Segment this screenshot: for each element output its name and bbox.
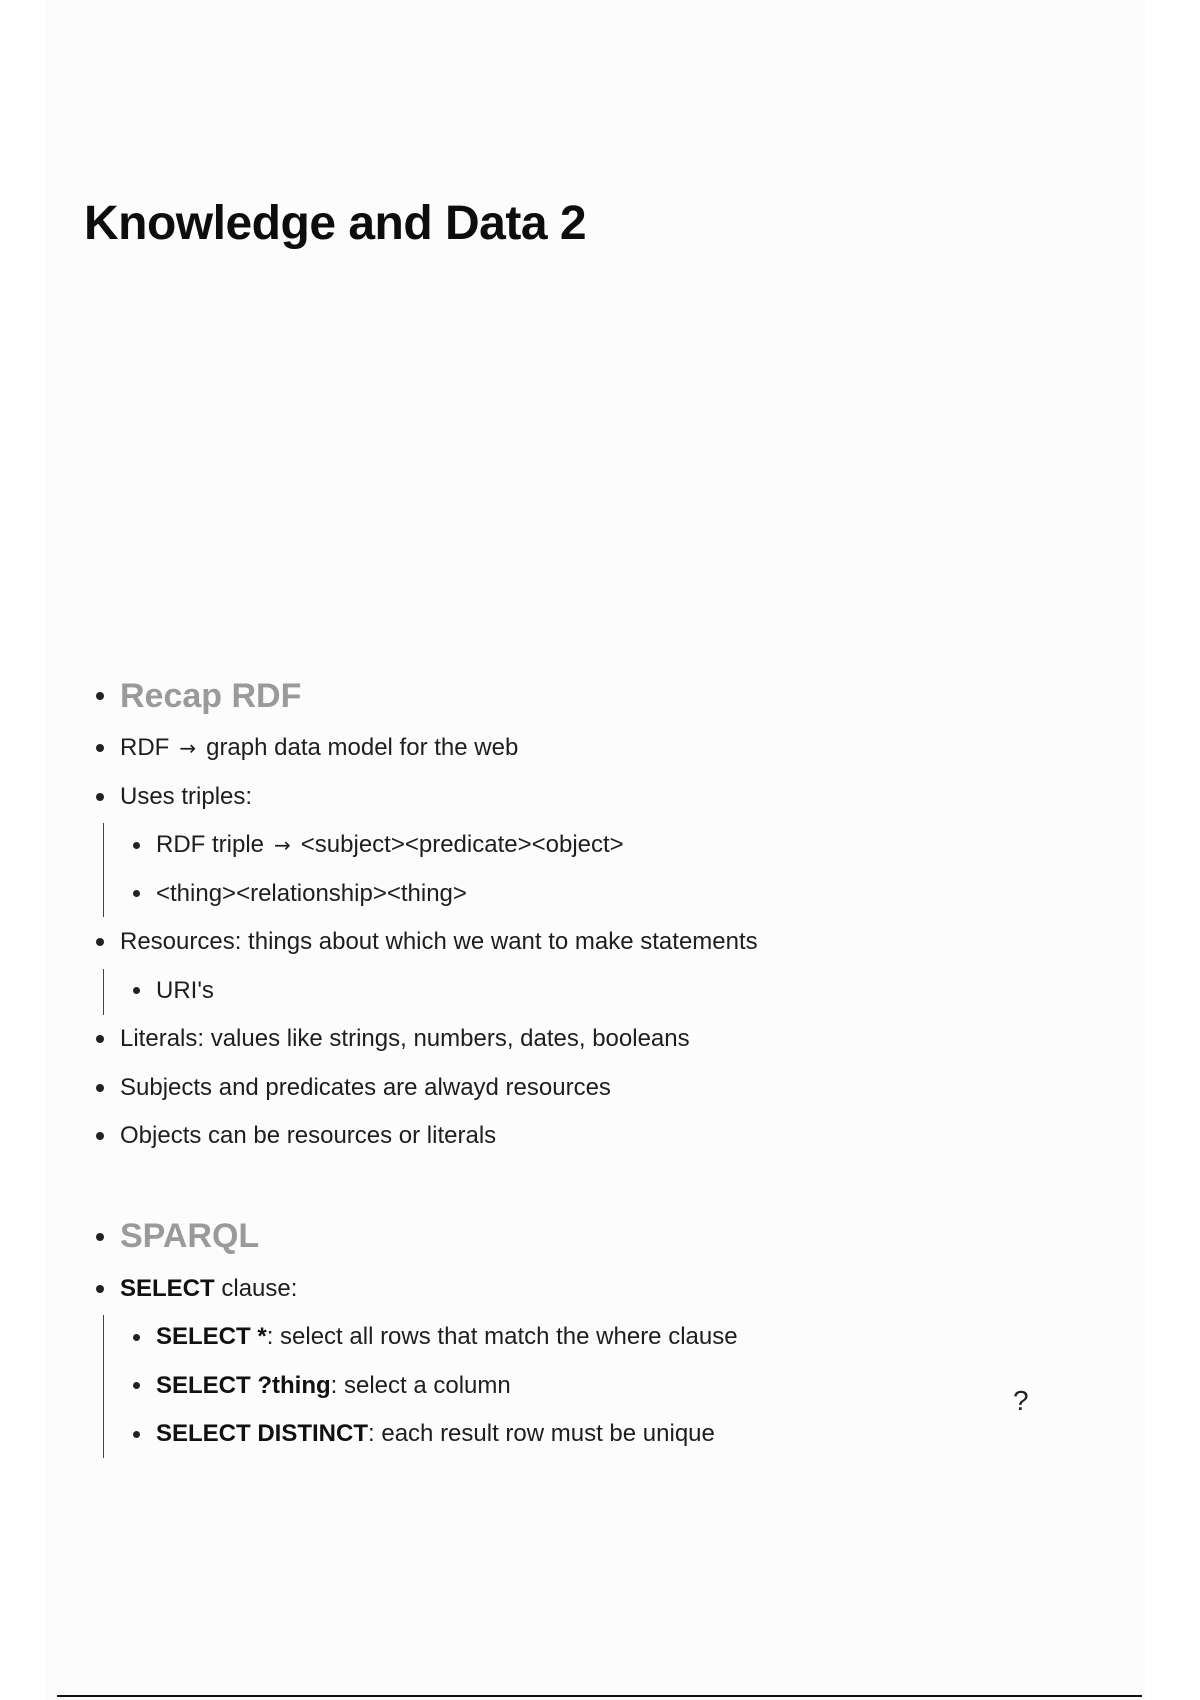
- notes-content: [96, 668, 996, 1459]
- nested-list-resources: [96, 967, 996, 1016]
- bullet-icon: [96, 744, 104, 752]
- bullet-icon: [96, 938, 104, 946]
- bullet-icon: [96, 1233, 104, 1241]
- bullet-icon: [133, 842, 140, 849]
- bullet-icon: [133, 1334, 140, 1341]
- triple-label: RDF triple: [156, 831, 265, 859]
- list-item-uses-triples: [96, 773, 996, 822]
- footer-divider: [57, 1695, 1142, 1697]
- bullet-icon: [133, 1382, 140, 1389]
- section-heading-sparql: [96, 1209, 996, 1265]
- arrow-right-icon: →: [179, 736, 197, 761]
- bullet-icon: [96, 793, 104, 801]
- list-item-select-thing: [96, 1362, 996, 1411]
- section-spacer: [96, 1161, 996, 1209]
- list-item-rdf-triple: [96, 821, 996, 870]
- bullet-icon: [96, 1132, 104, 1140]
- triple-description: <subject><predicate><object>: [300, 831, 624, 859]
- bullet-icon: [96, 692, 104, 700]
- bullet-icon: [96, 1084, 104, 1092]
- section-heading-text: Recap RDF: [120, 676, 302, 715]
- list-item-text: <thing><relationship><thing>: [156, 879, 467, 907]
- list-item-select-all: [96, 1313, 996, 1362]
- bullet-icon: [96, 1035, 104, 1043]
- list-item-objects: [96, 1112, 996, 1161]
- document-title: Knowledge and Data 2: [84, 197, 587, 250]
- list-item-text: Resources: things about which we want to make statements: [120, 928, 758, 956]
- section-heading-text: SPARQL: [120, 1217, 260, 1255]
- bullet-icon: [133, 987, 140, 994]
- select-thing-keyword: SELECT ?thing: [156, 1371, 331, 1399]
- rdf-description: graph data model for the web: [206, 734, 519, 762]
- list-item-text: Uses triples:: [120, 782, 253, 810]
- list-item-uris: [96, 967, 996, 1016]
- list-item-text: Objects can be resources or literals: [120, 1122, 497, 1150]
- nested-list-select: [96, 1313, 996, 1459]
- list-item-text: Literals: values like strings, numbers, dates, booleans: [120, 1025, 690, 1053]
- select-all-keyword: SELECT *: [156, 1323, 267, 1351]
- rdf-label: RDF: [120, 734, 170, 762]
- list-item-rdf: [96, 724, 996, 773]
- list-item-text: URI's: [156, 976, 214, 1004]
- bullet-icon: [133, 890, 140, 897]
- list-item-literals: [96, 1015, 996, 1064]
- list-item-subjects-predicates: [96, 1064, 996, 1113]
- arrow-right-icon: →: [274, 833, 291, 858]
- nested-list-triples: [96, 821, 996, 918]
- select-distinct-keyword: SELECT DISTINCT: [156, 1420, 369, 1448]
- margin-note-question-mark: ?: [1013, 1385, 1029, 1416]
- list-item-text: Subjects and predicates are alwayd resources: [120, 1073, 611, 1101]
- list-item-thing-pattern: [96, 870, 996, 919]
- list-item-text: : each result row must be unique: [368, 1420, 715, 1448]
- section-heading-recap-rdf: [96, 668, 996, 724]
- select-keyword: SELECT: [120, 1274, 215, 1302]
- list-item-text: clause:: [214, 1274, 298, 1302]
- list-item-select-clause: [96, 1265, 996, 1314]
- list-item-resources: [96, 918, 996, 967]
- list-item-select-distinct: [96, 1410, 996, 1459]
- bullet-icon: [96, 1285, 104, 1293]
- list-item-text: : select all rows that match the where clause: [266, 1323, 738, 1351]
- list-item-text: : select a column: [330, 1371, 511, 1399]
- bullet-icon: [133, 1431, 140, 1438]
